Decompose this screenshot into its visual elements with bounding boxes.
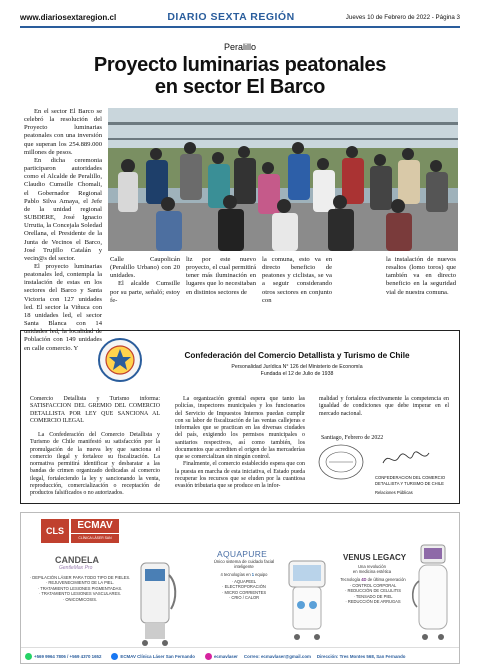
instagram-icon — [205, 653, 212, 660]
aquapure-tagline: Único sistema de cuidado facial inteligente — [213, 559, 275, 570]
newspaper-brand: DIARIO SEXTA REGIÓN — [167, 11, 295, 23]
signature-role: Relaciones Públicas — [375, 490, 413, 495]
list-item: · TRATAMIENTO LESIONES PIGMENTADAS. — [37, 585, 123, 591]
article-column-2 — [110, 256, 180, 305]
signature-icon — [381, 449, 431, 469]
article-column-4 — [262, 256, 332, 305]
article-column-3 — [186, 256, 256, 297]
venus-treatment-list — [337, 583, 409, 605]
venus-tech — [337, 577, 409, 582]
venus-tagline-1: Una revolución — [358, 564, 386, 569]
tech-text: de última generación — [366, 577, 406, 582]
ad-footer — [21, 647, 460, 664]
date-page: Jueves 10 de Febrero de 2022 - Página 3 — [345, 13, 460, 21]
list-item: · AQUAPEEL — [231, 579, 257, 584]
signature-org-line-2: DETALLISTA Y TURISMO DE CHILE — [375, 481, 444, 486]
notice-paragraph: Comercio Detallista y Turismo informa: SATISFACCION DEL GREMIO DEL COMERCIO DETALLISTA POR LEY QUE SANCIONA AL COMERCIO ILEGAL — [30, 396, 160, 424]
notice-paragraph: La organización gremial espera que tanto las policías, inspectores municipales y los funcionarios del Servicio de Impuestos Internos puedan cumplir con su labor de fiscalización de las ventas callejeras e informales que se practican en las diversas ciudades del país, exigiendo los permisos municipales o sanitarios respectivos, así como también, los documentos que acrediten el origen de las mercaderías que se comercializan sin ningún control. — [175, 396, 305, 460]
aquapure-tech — [209, 572, 279, 577]
notice-column-3 — [319, 396, 449, 418]
laser-machine-icon — [133, 555, 179, 647]
article-photo — [108, 108, 458, 251]
article-column-5 — [386, 256, 456, 297]
article-paragraph: la comuna, esto va en directo beneficio de peatones y ciclistas, se va a seguir considerando otros sectores en conjunto con — [262, 256, 332, 304]
aquapure-treatment-list — [211, 579, 277, 601]
notice-subtitle-1: Personalidad Jurídica N° 126 del Ministerio de Economía — [231, 364, 363, 370]
article-paragraph: En el sector El Barco se celebró la resolución del Proyecto luminarias peatonales con una inversión que superan los 254.889.000 millones de pesos. — [24, 108, 102, 156]
notice-column-1 — [30, 396, 160, 497]
list-item: · CRIO / CALOR — [228, 595, 260, 601]
list-item: · CONTROL CORPORAL — [349, 583, 397, 588]
footer-instagram[interactable]: ecmavlaser — [213, 653, 238, 659]
candela-brand: CANDELA — [55, 555, 99, 565]
aquapure-brand: AQUAPURE — [217, 549, 268, 559]
confederation-seal-icon — [97, 337, 143, 383]
whatsapp-icon — [25, 653, 32, 660]
venus-machine-icon — [411, 541, 455, 645]
headline-line-2: en sector El Barco — [154, 76, 326, 98]
article-paragraph: El alcalde Cumsille por su parte, señaló; estoy fe- — [110, 280, 180, 304]
site-url[interactable]: www.diariosextaregion.cl — [20, 12, 117, 22]
notice-title: Confederación del Comercio Detallista y Turismo de Chile — [184, 351, 410, 360]
ecmav-logo-mark: CLS — [41, 519, 69, 543]
notice-paragraph: La Confederación del Comercio Detallista y Turismo de Chile manifestó su satisfacción por la promulgación de la nueva ley que sanciona el comercio ilegal y fortalece su fiscalización. La normativa permitirá identificar y desbaratar a las bandas de crimen organizado dedicadas al comercio ilegal, fortaleciendo la ley y sancionando la venta, reproducción, comercialización o receptación de productos falsificados o no autorizados. — [30, 432, 160, 496]
tech-text: 4 tecnologías en — [220, 572, 252, 577]
list-item: · REJUVENECIMIENTO DE LA PIEL. — [45, 580, 115, 586]
article-paragraph: liz por este nuevo proyecto, el cual permitirá tener más iluminación en lugares que lo necesitaban en distintos sectores de — [186, 256, 256, 296]
list-item: · ELECTROPORACIÓN — [222, 584, 266, 590]
article-paragraph: El proyecto luminarias peatonales led, contempla la instalación de estas en los sectores del Barco y Santa Victoria con 127 unidades led. El sector la Viñuca con 18 unidades led, el sector Santa Blanca con 14 unidades led, la localidad de Población con 149 unidades en calle comercio. Y — [24, 262, 102, 352]
article-paragraph: la instalación de nuevos resaltos (lomo toros) que también va en directo beneficio en la seguridad vial de nuestra comuna. — [386, 256, 456, 296]
list-item: · DEPILACIÓN LÁSER PARA TODO TIPO DE PIELES. — [29, 575, 131, 580]
tech-number: 4D — [361, 577, 367, 582]
official-stamp-icon — [317, 443, 365, 481]
headline-line-1: Proyecto luminarias peatonales — [93, 54, 387, 76]
notice-paragraph: malidad y fortaleza efectivamente la competencia en igualdad de condiciones que debe imperar en el mercado nacional. — [319, 396, 449, 417]
venus-legacy-brand: VENUS LEGACY — [343, 553, 407, 562]
tech-text: equipo — [254, 572, 268, 577]
article-column-1 — [24, 108, 102, 353]
notice-paragraph: Finalmente, el comercio establecido espera que con la puesta en marcha de esta iniciativa, el Estado pueda recuperar los recursos que se eluden por la cuantiosa evasión tributaria que se produce en la infor- — [175, 461, 305, 489]
footer-phones[interactable]: +569 9964 7806 / +569 4370 1652 — [34, 653, 102, 659]
aquapure-machine-icon — [283, 557, 331, 643]
list-item: · REDUCCIÓN DE CELULITIS — [345, 588, 401, 594]
footer-address: Dirección: Tres Montes 568, San Fernando — [316, 653, 406, 659]
list-item: · TENSADO DE PIEL — [353, 593, 393, 599]
list-item: · REDUCCIÓN DE ARRUGAS — [345, 599, 401, 605]
notice-subtitle-2: Fundada el 12 de Julio de 1938 — [260, 371, 334, 377]
article-headline — [20, 54, 460, 98]
article-kicker: Peralillo — [223, 42, 256, 52]
tech-text: Tecnología — [340, 577, 362, 582]
list-item: · TRATAMIENTO LESIONES VASCULARES. — [38, 591, 122, 597]
header-rule — [20, 26, 460, 28]
footer-email[interactable]: Correo: ecmavlaser@gmail.com — [243, 653, 311, 659]
candela-model: GentleMax Pro — [59, 565, 93, 571]
venus-tagline-2: en medicina estética — [352, 569, 392, 574]
clinic-advertisement — [20, 512, 460, 664]
ecmav-logo-strip: CLÍNICA LÁSER SAN FERNANDO — [71, 534, 119, 543]
confederation-notice — [20, 330, 460, 504]
tech-number: 1 — [251, 572, 255, 577]
list-item: · ONICOMICOSIS. — [62, 596, 98, 602]
notice-column-2 — [175, 396, 305, 490]
article-paragraph: Calle Caupolicán (Peralillo Urbano) con 20 unidades. — [110, 256, 180, 280]
candela-treatment-list — [25, 575, 135, 602]
list-item: · MICRO CORRIENTES — [221, 589, 267, 595]
article-paragraph: En dicha ceremonia participaron autoridades como el Alcalde de Peralillo, Claudio Cumsille Chomali, el Gobernador Regional Pablo Silva Amaya, el Jefe de la unidad regional SUBDERE, José Ignacio Urrutia, la Concejala Soledad Orellana, el Presidente de la Junta de Vecinos el Barco, José Trujillo Catalán y vecin@s del sector. — [24, 156, 102, 262]
page-header — [20, 8, 460, 26]
signature-org-line-1: CONFEDERACION DEL COMERCIO — [375, 475, 446, 480]
notice-city-date: Santiago, Febrero de 2022 — [321, 435, 384, 441]
facebook-icon — [111, 653, 118, 660]
ecmav-logo-name: ECMAV — [71, 519, 119, 533]
footer-clinic[interactable]: ECMAV Clínica Láser San Fernando — [120, 653, 195, 659]
